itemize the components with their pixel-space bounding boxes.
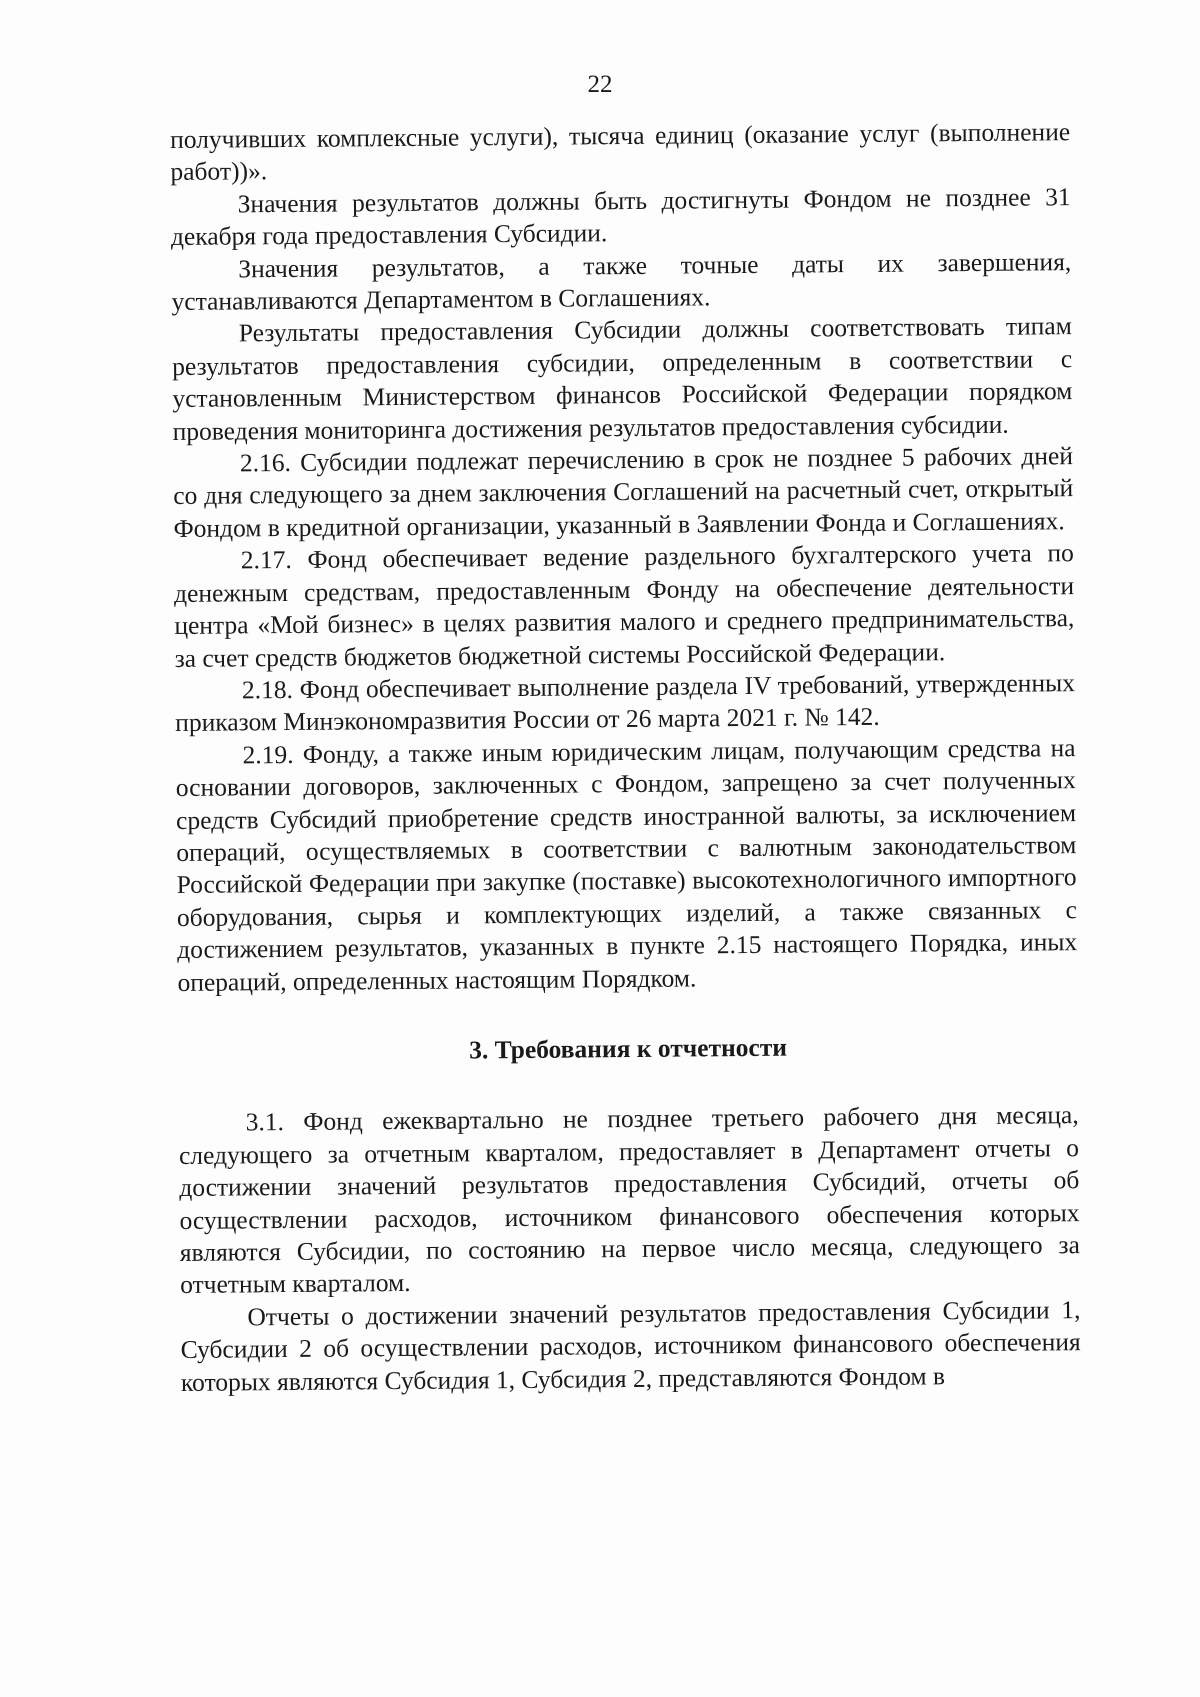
- page-number: 22: [587, 71, 613, 98]
- paragraph-results-deadline: Значения результатов должны быть достигнуты Фондом не позднее 31 декабря года предоставления Субсидии.: [170, 181, 1071, 252]
- paragraph-results-dates: Значения результатов, а также точные даты их завершения, устанавливаются Департаментом в Соглашениях.: [171, 246, 1072, 317]
- paragraph-results-types: Результаты предоставления Субсидии должны соответствовать типам результатов предоставления субсидии, определенным в соответствии с установленным Министерством финансов Российской Федерации порядком проведения мониторинга достижения результатов предоставления субсидии.: [171, 311, 1073, 446]
- paragraph-2-18: 2.18. Фонд обеспечивает выполнение раздела IV требований, утвержденных приказом Минэкономразвития России от 26 марта 2021 г. № 142.: [175, 668, 1076, 738]
- paragraph-2-17: 2.17. Фонд обеспечивает ведение раздельного бухгалтерского учета по денежным средствам, предоставленным Фонду на обеспечение деятельности центра «Мой бизнес» в целях развития малого и среднего предпринимательства, за счет средств бюджетов бюджетной системы Российской Федерации.: [173, 538, 1075, 673]
- paragraph-2-19: 2.19. Фонду, а также иным юридическим лицам, получающим средства на основании договоров, заключенных с Фондом, запрещено за счет полученных средств Субсидий приобретение средств иностранной валюты, за исключением операций, осуществляемых в соответствии с валютным законодательством Российской Федерации при закупке (поставке) высокотехнологичного импортного оборудования, сырья и комплектующих изделий, а также связанных с достижением результатов, указанных в пункте 2.15 настоящего Порядка, иных операций, определенных настоящим Порядком.: [175, 732, 1078, 997]
- section-3-heading: 3. Требования к отчетности: [469, 1032, 788, 1065]
- document-body: [170, 116, 1081, 1399]
- paragraph-3-1: 3.1. Фонд ежеквартально не позднее третьего рабочего дня месяца, следующего за отчетным кварталом, предоставляет в Департамент отчеты о достижении значений результатов предоставления Субсидий, отчеты об осуществлении расходов, источником финансового обеспечения которых являются Субсидии, по состоянию на первое число месяца, следующего за отчетным кварталом.: [178, 1100, 1080, 1300]
- paragraph-continuation: получивших комплексные услуги), тысяча единиц (оказание услуг (выполнение работ))».: [170, 117, 1071, 187]
- paragraph-2-16: 2.16. Субсидии подлежат перечислению в срок не позднее 5 рабочих дней со дня следующего за днем заключения Соглашений на расчетный счет, открытый Фондом в кредитной организации, указанный в Заявлении Фонда и Соглашениях.: [173, 441, 1074, 543]
- paragraph-reports: Отчеты о достижении значений результатов предоставления Субсидии 1, Субсидии 2 об осуществлении расходов, источником финансового обеспечения которых являются Субсидия 1, Субсидия 2, представляются Фондом в: [180, 1294, 1081, 1397]
